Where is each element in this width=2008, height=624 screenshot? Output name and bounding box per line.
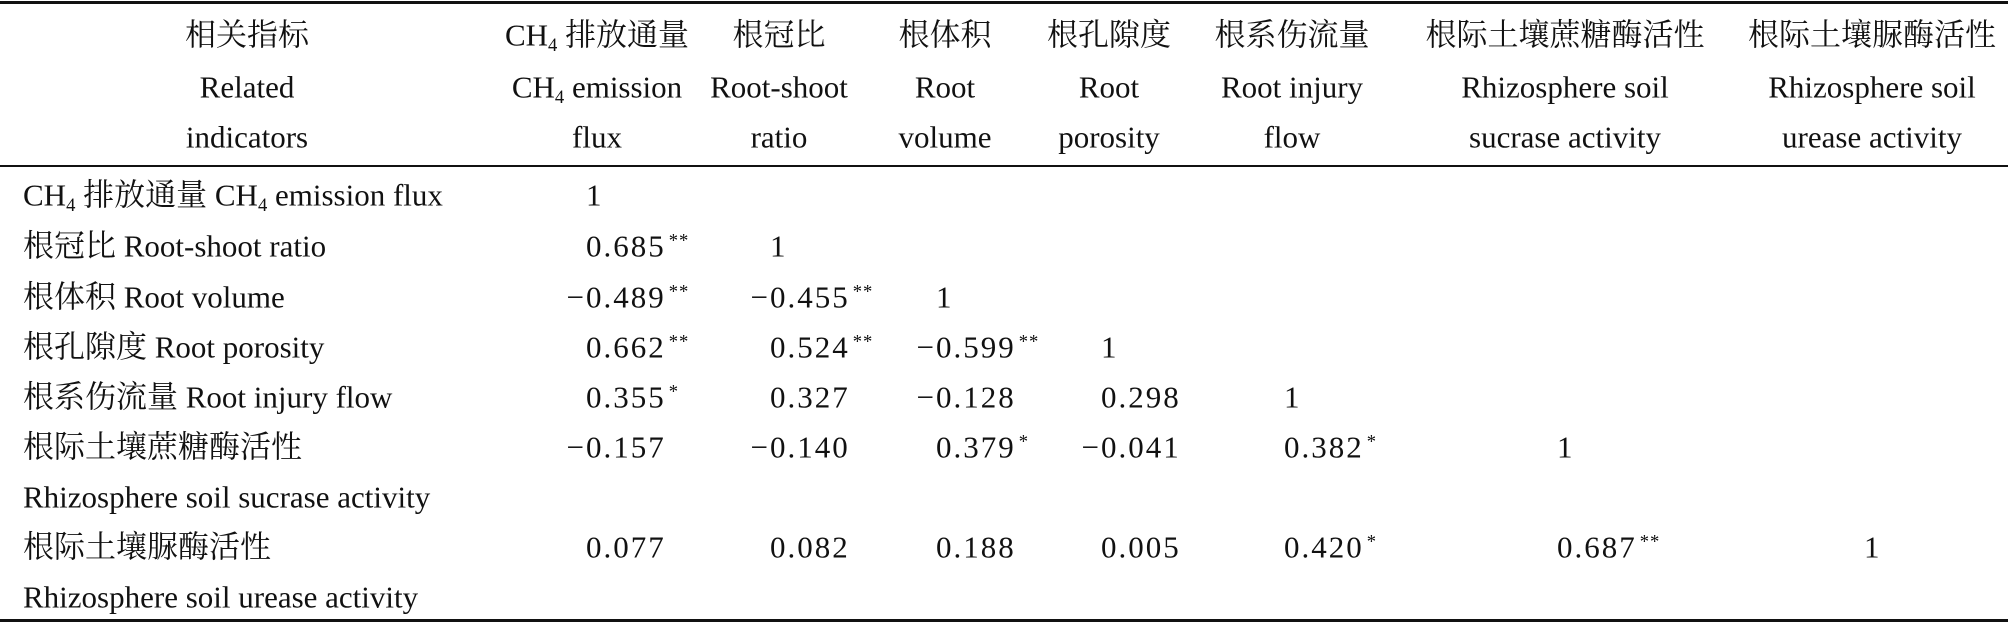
significance-mark: ** <box>852 281 874 303</box>
value-text: 1 <box>1557 429 1575 465</box>
correlation-value <box>750 279 874 315</box>
column-header-line: volume <box>898 119 992 155</box>
correlation-value <box>1081 429 1181 465</box>
value-text: −0.489 <box>566 279 666 315</box>
column-header-line: Root injury <box>1220 69 1364 105</box>
value-text: 1 <box>1101 329 1119 365</box>
text-segment: emission <box>564 69 683 105</box>
value-text: −0.157 <box>566 429 666 465</box>
significance-mark: * <box>1366 431 1378 453</box>
significance-mark: ** <box>1639 531 1661 553</box>
column-header-line: 相关指标 <box>185 17 309 53</box>
value-text: 1 <box>586 177 604 213</box>
subscript: 4 <box>554 87 565 109</box>
row-label: 根际土壤蔗糖酶活性 <box>23 429 302 465</box>
column-header-line: flux <box>572 119 622 155</box>
value-text: 0.082 <box>770 529 850 565</box>
significance-mark: ** <box>852 331 874 353</box>
value-text: −0.455 <box>750 279 850 315</box>
significance-mark: ** <box>668 281 690 303</box>
row-label: 根际土壤脲酶活性 <box>23 529 271 565</box>
value-text: 1 <box>770 228 788 264</box>
column-header-line <box>511 69 683 109</box>
correlation-value <box>586 177 604 213</box>
text-segment: CH <box>504 17 549 53</box>
value-text: 0.685 <box>586 228 666 264</box>
value-text: 0.382 <box>1284 429 1364 465</box>
column-header-line: flow <box>1263 119 1321 155</box>
bottom-rule <box>0 619 2008 622</box>
correlation-value <box>1284 429 1378 465</box>
correlation-value <box>936 529 1016 565</box>
significance-mark: * <box>1366 531 1378 553</box>
value-text: 0.379 <box>936 429 1016 465</box>
value-text: −0.599 <box>916 329 1016 365</box>
correlation-value <box>586 529 666 565</box>
column-header-line: Root <box>1078 69 1140 105</box>
text-segment: 排放通量 CH <box>75 177 258 213</box>
column-header-line: porosity <box>1058 119 1160 155</box>
value-text: 0.420 <box>1284 529 1364 565</box>
significance-mark: ** <box>668 331 690 353</box>
subscript: 4 <box>257 195 268 217</box>
column-header-line: Root-shoot <box>710 69 848 105</box>
value-text: −0.128 <box>916 379 1016 415</box>
correlation-value <box>916 329 1040 365</box>
correlation-value <box>1101 329 1119 365</box>
value-text: 1 <box>1284 379 1302 415</box>
column-header-line: 根冠比 <box>732 17 826 53</box>
column-header-line: Root <box>914 69 976 105</box>
column-header-line: Related <box>199 69 295 105</box>
header-rule <box>0 165 2008 167</box>
significance-mark: * <box>668 381 680 403</box>
correlation-value <box>586 228 690 264</box>
value-text: 1 <box>936 279 954 315</box>
correlation-value <box>1101 529 1181 565</box>
text-segment: 排放通量 <box>557 17 690 53</box>
significance-mark: * <box>1018 431 1030 453</box>
column-header-line: Rhizosphere soil <box>1768 69 1976 105</box>
column-header-line: Rhizosphere soil <box>1461 69 1669 105</box>
correlation-value <box>770 329 874 365</box>
value-text: 0.077 <box>586 529 666 565</box>
value-text: 0.298 <box>1101 379 1181 415</box>
subscript: 4 <box>66 195 76 217</box>
text-segment: CH <box>511 69 555 105</box>
text-segment: CH <box>23 177 67 213</box>
correlation-value <box>586 379 680 415</box>
row-label: 根系伤流量 Root injury flow <box>23 379 393 415</box>
correlation-value <box>770 228 788 264</box>
column-header-line: urease activity <box>1782 119 1962 155</box>
significance-mark: ** <box>1018 331 1040 353</box>
significance-mark: ** <box>668 230 690 252</box>
correlation-value <box>566 429 666 465</box>
column-header-line: 根际土壤蔗糖酶活性 <box>1425 17 1705 53</box>
column-header-line: sucrase activity <box>1469 119 1661 155</box>
value-text: 0.005 <box>1101 529 1181 565</box>
value-text: 0.188 <box>936 529 1016 565</box>
value-text: 0.327 <box>770 379 850 415</box>
row-label: 根冠比 Root-shoot ratio <box>23 228 327 264</box>
column-header-line <box>504 17 690 57</box>
column-header-line: 根际土壤脲酶活性 <box>1748 17 1996 53</box>
correlation-value <box>770 529 850 565</box>
correlation-value <box>770 379 850 415</box>
value-text: 0.662 <box>586 329 666 365</box>
column-header-line: ratio <box>750 119 808 155</box>
correlation-value <box>750 429 850 465</box>
value-text: 0.687 <box>1557 529 1637 565</box>
correlation-value <box>916 379 1016 415</box>
correlation-value <box>1864 529 1882 565</box>
value-text: −0.140 <box>750 429 850 465</box>
correlation-value <box>936 279 954 315</box>
correlation-value <box>1284 529 1378 565</box>
value-text: 0.355 <box>586 379 666 415</box>
correlation-value <box>1101 379 1181 415</box>
value-text: 1 <box>1864 529 1882 565</box>
value-text: −0.041 <box>1081 429 1181 465</box>
row-label: 根体积 Root volume <box>23 279 285 315</box>
column-header-line: indicators <box>185 119 309 155</box>
column-header-line: 根孔隙度 <box>1047 17 1171 53</box>
value-text: 0.524 <box>770 329 850 365</box>
correlation-value <box>1557 429 1575 465</box>
correlation-value <box>936 429 1030 465</box>
correlation-value <box>586 329 690 365</box>
correlation-value <box>1557 529 1661 565</box>
row-label: 根孔隙度 Root porosity <box>23 329 325 365</box>
correlation-value <box>1284 379 1302 415</box>
top-rule <box>0 1 2008 4</box>
row-label: Rhizosphere soil sucrase activity <box>23 479 431 515</box>
row-label <box>23 177 443 217</box>
row-label: Rhizosphere soil urease activity <box>23 579 419 615</box>
text-segment: emission flux <box>267 177 443 213</box>
column-header-line: 根系伤流量 <box>1214 17 1370 53</box>
subscript: 4 <box>548 35 558 57</box>
correlation-value <box>566 279 690 315</box>
column-header-line: 根体积 <box>898 17 992 53</box>
